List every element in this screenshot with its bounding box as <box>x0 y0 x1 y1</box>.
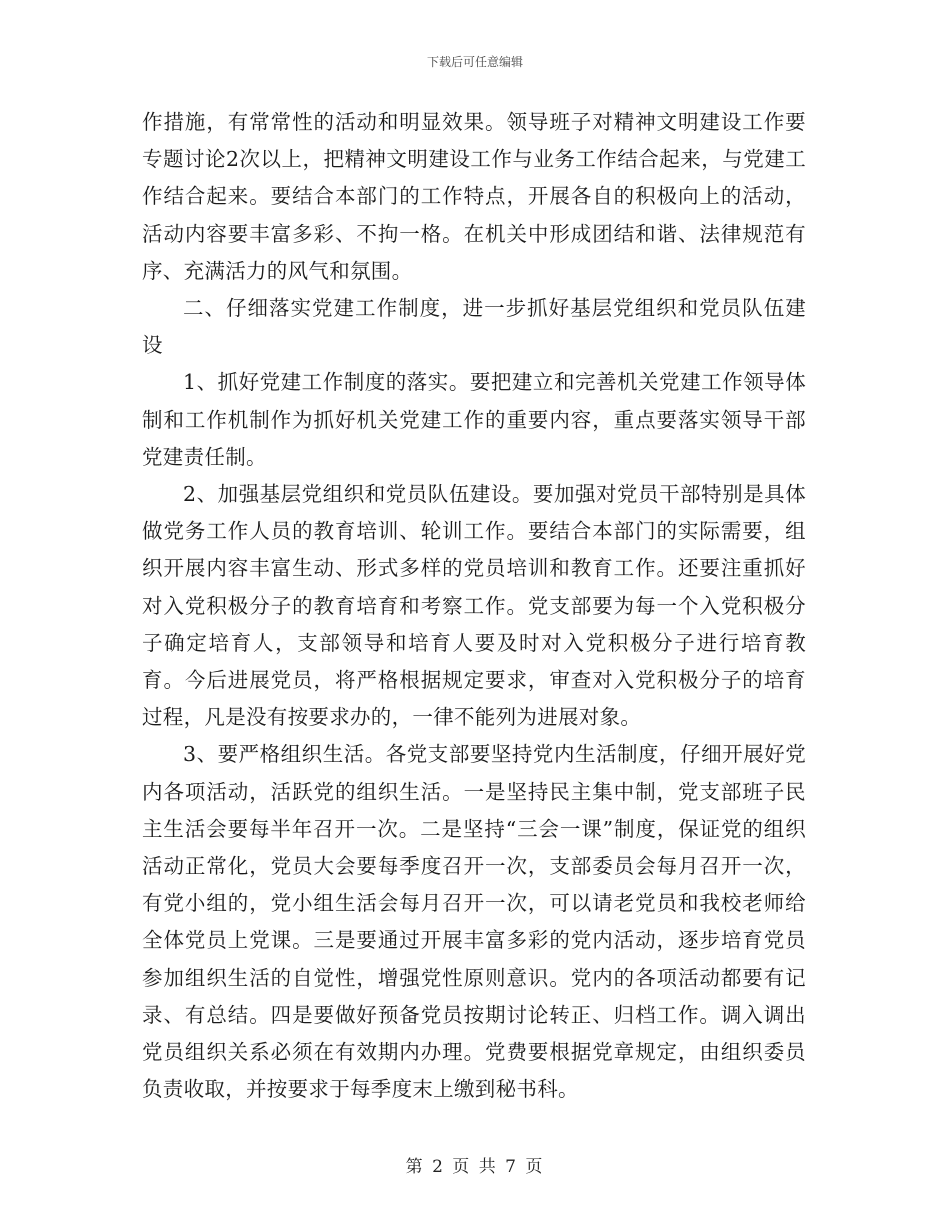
page-header-note: 下载后可任意编辑 <box>426 55 523 69</box>
page-number: 第 2 页 共 7 页 <box>405 1157 545 1177</box>
paragraph-item-2: 2、加强基层党组织和党员队伍建设。要加强对党员干部特别是具体做党务工作人员的教育培训、轮训工作。要结合本部门的实际需要，组织开展内容丰富生动、形式多样的党员培训和教育工作。还要注重抓好对入党积极分子的教育培育和考察工作。党支部要为每一个入党积极分子确定培育人，支部领导和培育人要及时对入党积极分子进行培育教育。今后进展党员，将严格根据规定要求，审查对入党积极分子的培育过程，凡是没有按要求办的，一律不能列为进展对象。 <box>142 482 806 730</box>
document-body <box>142 104 806 1108</box>
section-heading: 二、仔细落实党建工作制度，进一步抓好基层党组织和党员队伍建设 <box>142 296 806 358</box>
paragraph-item-1: 1、抓好党建工作制度的落实。要把建立和完善机关党建工作领导体制和工作机制作为抓好机关党建工作的重要内容，重点要落实领导干部党建责任制。 <box>142 370 806 469</box>
paragraph-continuation: 作措施，有常常性的活动和明显效果。领导班子对精神文明建设工作要专题讨论2次以上，把精神文明建设工作与业务工作结合起来，与党建工作结合起来。要结合本部门的工作特点，开展各自的积极向上的活动，活动内容要丰富多彩、不拘一格。在机关中形成团结和谐、法律规范有序、充满活力的风气和氛围。 <box>142 110 806 283</box>
paragraph-item-3: 3、要严格组织生活。各党支部要坚持党内生活制度，仔细开展好党内各项活动，活跃党的组织生活。一是坚持民主集中制，党支部班子民主生活会要每半年召开一次。二是坚持“三会一课”制度，保证党的组织活动正常化，党员大会要每季度召开一次，支部委员会每月召开一次，有党小组的，党小组生活会每月召开一次，可以请老党员和我校老师给全体党员上党课。三是要通过开展丰富多彩的党内活动，逐步培育党员参加组织生活的自觉性，增强党性原则意识。党内的各项活动都要有记录、有总结。四是要做好预备党员按期讨论转正、归档工作。调入调出党员组织关系必须在有效期内办理。党费要根据党章规定，由组织委员负责收取，并按要求于每季度末上缴到秘书科。 <box>142 742 806 1102</box>
